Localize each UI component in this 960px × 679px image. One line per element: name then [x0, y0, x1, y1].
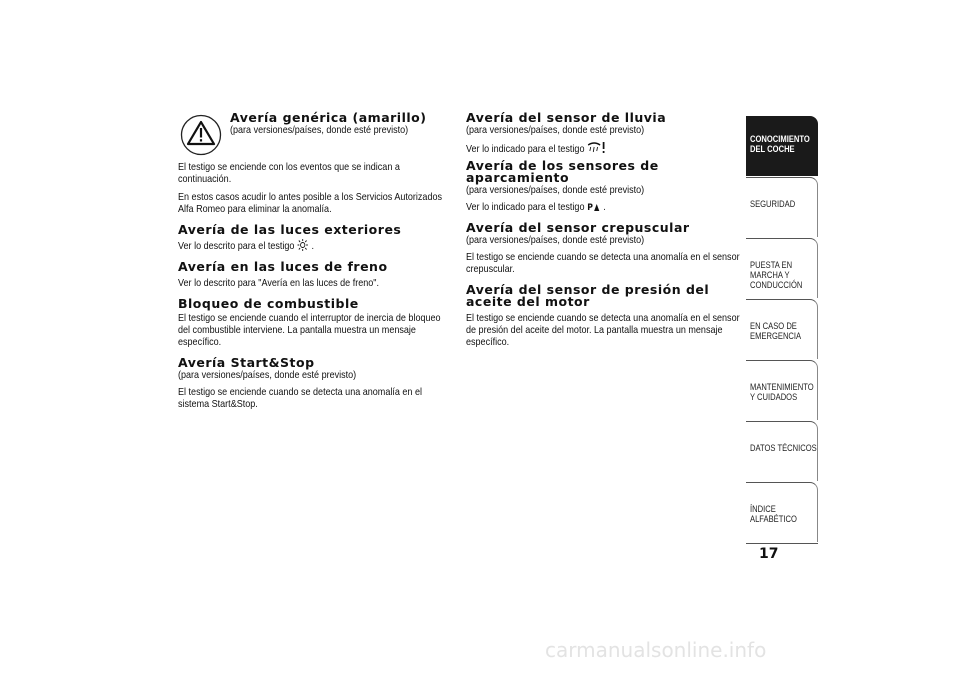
- fuel-cutoff-paragraph: El testigo se enciende cuando el interruptor de inercia de bloqueo del combustible interviene. La pantalla muestra un mensaje específico.: [178, 312, 441, 348]
- tab-conocimiento-del-coche[interactable]: CONOCIMIENTO DEL COCHE: [746, 116, 818, 176]
- generic-fault-paragraph-2: En estos casos acudir lo antes posible a los Servicios Autorizados Alfa Romeo para eliminar la anomalía.: [178, 191, 443, 215]
- start-stop-subtitle: (para versiones/países, donde esté previsto): [178, 369, 357, 381]
- right-column: [466, 112, 742, 348]
- tab-datos-tecnicos[interactable]: DATOS TÉCNICOS: [746, 421, 818, 481]
- rain-sensor-title: Avería del sensor de lluvia: [466, 110, 667, 125]
- brake-lights-title: Avería en las luces de freno: [178, 259, 388, 274]
- parking-sensor-paragraph: Ver lo indicado para el testigo P .: [466, 201, 606, 213]
- left-column: [178, 112, 450, 410]
- twilight-sensor-paragraph: El testigo se enciende cuando se detecta una anomalía en el sensor crepuscular.: [466, 251, 740, 275]
- generic-fault-subtitle: (para versiones/países, donde esté previsto): [230, 124, 409, 136]
- start-stop-paragraph: El testigo se enciende cuando se detecta una anomalía en el sistema Start&Stop.: [178, 386, 422, 410]
- section-generic-fault: [178, 112, 450, 156]
- exterior-light-icon: [297, 239, 309, 251]
- oil-pressure-paragraph: El testigo se enciende cuando se detecta una anomalía en el sensor de presión del aceite del motor. La pantalla muestra un mensaje específico.: [466, 312, 740, 348]
- generic-fault-title: Avería genérica (amarillo): [230, 110, 427, 125]
- tab-puesta-en-marcha[interactable]: PUESTA EN MARCHA Y CONDUCCIÓN: [746, 238, 818, 298]
- parking-sensor-subtitle: (para versiones/países, donde esté previsto): [466, 184, 645, 196]
- watermark: carmanualsonline.info: [545, 638, 767, 662]
- brake-lights-paragraph: Ver lo descrito para "Avería en las luces de freno".: [178, 277, 380, 289]
- start-stop-title: Avería Start&Stop: [178, 355, 315, 370]
- tabs-bottom-divider: [746, 543, 818, 546]
- exterior-lights-title: Avería de las luces exteriores: [178, 222, 402, 237]
- page-number: 17: [759, 546, 779, 562]
- svg-text:P: P: [586, 201, 593, 212]
- oil-pressure-title: Avería del sensor de presión del aceite del motor: [466, 282, 710, 309]
- rain-sensor-icon: [587, 141, 606, 154]
- chapter-tabs: [746, 116, 818, 546]
- parking-sensor-title: Avería de los sensores de aparcamiento: [466, 158, 659, 185]
- twilight-sensor-title: Avería del sensor crepuscular: [466, 220, 690, 235]
- tab-indice-alfabetico[interactable]: ÍNDICE ALFABÉTICO: [746, 482, 818, 542]
- tab-mantenimiento[interactable]: MANTENIMIENTO Y CUIDADOS: [746, 360, 818, 420]
- warning-triangle-icon: [180, 114, 222, 156]
- generic-fault-paragraph-1: El testigo se enciende con los eventos que se indican a continuación.: [178, 161, 400, 185]
- fuel-cutoff-title: Bloqueo de combustible: [178, 296, 359, 311]
- tab-seguridad[interactable]: SEGURIDAD: [746, 177, 818, 237]
- parking-sensor-icon: [587, 201, 601, 212]
- rain-sensor-paragraph: Ver lo indicado para el testigo: [466, 141, 741, 155]
- tab-en-caso-de-emergencia[interactable]: EN CASO DE EMERGENCIA: [746, 299, 818, 359]
- rain-sensor-subtitle: (para versiones/países, donde esté previsto): [466, 124, 645, 136]
- exterior-lights-paragraph: Ver lo descrito para el testigo .: [178, 240, 315, 252]
- twilight-sensor-subtitle: (para versiones/países, donde esté previsto): [466, 234, 645, 246]
